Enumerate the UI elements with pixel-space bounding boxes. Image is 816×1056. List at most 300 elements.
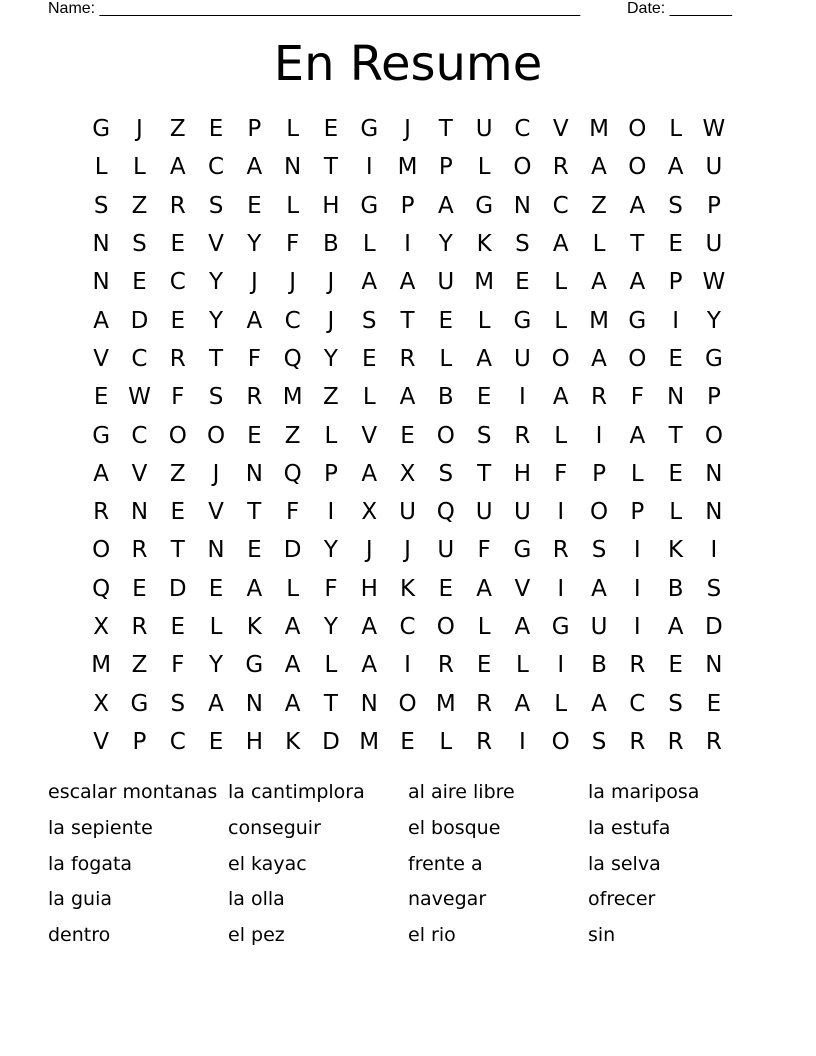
grid-letter: R bbox=[131, 614, 148, 640]
grid-letter: E bbox=[170, 307, 186, 334]
grid-letter: L bbox=[286, 575, 300, 602]
grid-letter: R bbox=[552, 154, 569, 181]
grid-letter: L bbox=[286, 116, 300, 143]
grid-letter: S bbox=[208, 384, 224, 411]
word-bank-item: sin bbox=[588, 924, 616, 947]
grid-letter: U bbox=[475, 116, 493, 143]
grid-letter: G bbox=[360, 192, 379, 219]
grid-letter: G bbox=[130, 690, 149, 717]
grid-letter: Y bbox=[706, 307, 721, 334]
letter-grid bbox=[82, 110, 733, 761]
grid-letter: K bbox=[476, 231, 492, 258]
grid-letter: V bbox=[93, 345, 110, 372]
grid-letter: T bbox=[477, 460, 492, 487]
grid-letter: E bbox=[361, 345, 377, 372]
grid-letter: C bbox=[131, 345, 148, 372]
grid-letter: T bbox=[630, 231, 645, 258]
grid-letter: I bbox=[327, 499, 335, 526]
grid-letter: G bbox=[92, 116, 111, 143]
grid-letter: Z bbox=[169, 460, 186, 487]
grid-letter: O bbox=[628, 116, 647, 143]
grid-letter: O bbox=[704, 422, 723, 449]
grid-letter: L bbox=[477, 154, 491, 181]
grid-letter: Q bbox=[283, 460, 302, 487]
grid-letter: A bbox=[591, 269, 607, 296]
grid-letter: I bbox=[633, 575, 641, 602]
grid-letter: I bbox=[365, 154, 373, 181]
grid-letter: E bbox=[170, 231, 186, 258]
grid-letter: S bbox=[476, 422, 492, 449]
grid-letter: E bbox=[208, 728, 224, 755]
grid-letter: U bbox=[513, 345, 531, 372]
grid-letter: P bbox=[668, 269, 683, 296]
grid-letter: V bbox=[208, 499, 224, 526]
grid-letter: R bbox=[476, 728, 493, 755]
grid-letter: I bbox=[595, 422, 603, 449]
grid-letter: J bbox=[327, 307, 335, 334]
grid-letter: N bbox=[92, 231, 110, 258]
grid-letter: S bbox=[591, 537, 607, 564]
grid-letter: P bbox=[247, 116, 262, 143]
grid-letter: S bbox=[515, 231, 530, 258]
grid-letter: O bbox=[628, 154, 647, 181]
grid-letter: C bbox=[284, 307, 301, 334]
grid-letter: O bbox=[551, 728, 570, 755]
grid-letter: E bbox=[93, 384, 109, 411]
grid-letter: X bbox=[93, 690, 110, 717]
grid-letter: C bbox=[514, 116, 531, 143]
grid-letter: S bbox=[93, 192, 109, 219]
grid-letter: X bbox=[93, 614, 110, 640]
grid-letter: N bbox=[360, 690, 378, 717]
word-bank-item: conseguir bbox=[228, 816, 321, 839]
grid-letter: S bbox=[668, 690, 683, 717]
grid-letter: D bbox=[283, 537, 302, 564]
grid-letter: Y bbox=[323, 614, 338, 640]
grid-letter: M bbox=[474, 269, 495, 296]
grid-letter: F bbox=[554, 460, 568, 487]
grid-letter: A bbox=[514, 690, 531, 717]
grid-letter: O bbox=[168, 422, 187, 449]
grid-letter: O bbox=[589, 499, 609, 526]
grid-letter: E bbox=[170, 499, 186, 526]
grid-letter: F bbox=[171, 652, 185, 679]
grid-letter: K bbox=[246, 614, 262, 640]
grid-letter: R bbox=[169, 345, 186, 372]
grid-letter: L bbox=[554, 307, 568, 334]
grid-letter: J bbox=[136, 116, 143, 143]
grid-letter: E bbox=[400, 422, 415, 449]
grid-letter: G bbox=[704, 345, 723, 372]
grid-letter: I bbox=[672, 307, 679, 334]
word-bank-item: la cantimplora bbox=[228, 781, 365, 803]
grid-letter: E bbox=[247, 537, 262, 564]
grid-letter: I bbox=[633, 537, 641, 564]
grid-letter: S bbox=[132, 231, 147, 258]
grid-letter: A bbox=[284, 652, 301, 679]
grid-letter: T bbox=[209, 345, 224, 372]
grid-letter: I bbox=[633, 614, 641, 640]
word-bank-item: la selva bbox=[588, 852, 661, 875]
grid-letter: W bbox=[702, 116, 726, 143]
grid-letter: E bbox=[668, 345, 683, 372]
grid-letter: A bbox=[437, 192, 454, 219]
grid-letter: R bbox=[246, 384, 263, 411]
grid-letter: I bbox=[557, 652, 565, 679]
grid-letter: G bbox=[628, 307, 647, 334]
grid-letter: H bbox=[513, 460, 532, 487]
grid-letter: O bbox=[92, 537, 111, 564]
grid-letter: L bbox=[439, 728, 453, 755]
grid-letter: V bbox=[552, 116, 569, 143]
grid-letter: Y bbox=[323, 345, 338, 372]
grid-letter: A bbox=[246, 575, 263, 602]
grid-letter: P bbox=[630, 499, 645, 526]
grid-letter: D bbox=[130, 307, 149, 334]
grid-letter: L bbox=[477, 614, 491, 640]
grid-letter: P bbox=[706, 192, 721, 219]
grid-letter: X bbox=[399, 460, 416, 487]
grid-letter: E bbox=[668, 652, 683, 679]
word-bank-item: la fogata bbox=[48, 852, 133, 875]
grid-letter: I bbox=[519, 384, 526, 411]
date-field-line: Date: _______ bbox=[627, 0, 732, 17]
grid-letter: R bbox=[169, 192, 186, 219]
grid-letter: L bbox=[630, 460, 644, 487]
grid-letter: R bbox=[131, 537, 148, 564]
grid-letter: E bbox=[515, 269, 530, 296]
grid-letter: N bbox=[705, 460, 723, 487]
grid-letter: C bbox=[208, 154, 225, 181]
grid-letter: U bbox=[399, 499, 416, 526]
grid-letter: U bbox=[437, 269, 455, 296]
grid-letter: A bbox=[629, 269, 646, 296]
grid-letter: J bbox=[289, 269, 297, 296]
grid-letter: F bbox=[630, 384, 644, 411]
grid-letter: R bbox=[705, 728, 722, 755]
grid-letter: N bbox=[92, 269, 110, 296]
grid-letter: R bbox=[93, 499, 110, 526]
grid-letter: R bbox=[667, 728, 684, 755]
grid-letter: G bbox=[513, 537, 532, 564]
grid-letter: V bbox=[514, 575, 531, 602]
grid-letter: U bbox=[437, 537, 455, 564]
grid-letter: A bbox=[476, 345, 492, 372]
grid-letter: Q bbox=[283, 345, 302, 372]
word-bank-item: frente a bbox=[408, 852, 483, 875]
word-bank bbox=[48, 778, 768, 957]
grid-letter: C bbox=[399, 614, 416, 640]
word-bank-item: el rio bbox=[408, 924, 456, 947]
grid-letter: N bbox=[666, 384, 685, 411]
grid-letter: I bbox=[557, 499, 565, 526]
grid-letter: F bbox=[324, 575, 338, 602]
grid-letter: L bbox=[362, 231, 376, 258]
grid-letter: E bbox=[438, 307, 454, 334]
grid-letter: G bbox=[475, 192, 494, 219]
grid-letter: N bbox=[130, 499, 149, 526]
word-bank-item: la estufa bbox=[588, 816, 671, 839]
grid-letter: L bbox=[133, 154, 146, 181]
grid-letter: V bbox=[131, 460, 148, 487]
grid-letter: E bbox=[438, 575, 454, 602]
grid-letter: P bbox=[323, 460, 338, 487]
grid-letter: F bbox=[247, 345, 261, 372]
grid-letter: V bbox=[361, 422, 378, 449]
grid-letter: I bbox=[404, 652, 411, 679]
grid-letter: N bbox=[245, 690, 263, 717]
grid-letter: J bbox=[250, 269, 258, 296]
grid-letter: Y bbox=[438, 231, 453, 258]
grid-letter: T bbox=[170, 537, 185, 564]
word-bank-item: la guia bbox=[48, 888, 112, 911]
grid-letter: A bbox=[399, 269, 416, 296]
word-bank-item: dentro bbox=[48, 924, 111, 947]
grid-letter: Y bbox=[209, 269, 224, 296]
grid-letter: F bbox=[171, 384, 185, 411]
grid-letter: M bbox=[435, 690, 456, 717]
grid-letter: E bbox=[132, 575, 147, 602]
grid-letter: A bbox=[667, 614, 684, 640]
grid-letter: A bbox=[552, 384, 569, 411]
grid-letter: E bbox=[668, 460, 683, 487]
grid-letter: A bbox=[246, 307, 263, 334]
grid-letter: L bbox=[516, 652, 529, 679]
grid-letter: P bbox=[438, 154, 453, 181]
grid-letter: P bbox=[400, 192, 415, 219]
grid-letter: B bbox=[323, 231, 339, 258]
grid-letter: A bbox=[208, 690, 224, 717]
grid-letter: A bbox=[591, 345, 607, 372]
page-title: En Resume bbox=[273, 36, 543, 92]
grid-letter: T bbox=[323, 690, 338, 717]
grid-letter: A bbox=[667, 154, 684, 181]
grid-letter: E bbox=[170, 614, 186, 640]
grid-letter: K bbox=[285, 728, 301, 755]
grid-letter: A bbox=[629, 422, 646, 449]
grid-letter: N bbox=[284, 154, 302, 181]
grid-letter: P bbox=[592, 460, 606, 487]
grid-letter: F bbox=[286, 231, 300, 258]
grid-letter: S bbox=[208, 192, 224, 219]
grid-letter: S bbox=[668, 192, 683, 219]
word-bank-item: la mariposa bbox=[588, 781, 700, 803]
grid-letter: E bbox=[247, 422, 262, 449]
grid-letter: A bbox=[284, 690, 301, 717]
grid-letter: R bbox=[591, 384, 607, 411]
grid-letter: A bbox=[361, 652, 378, 679]
grid-letter: T bbox=[323, 154, 338, 181]
grid-letter: P bbox=[706, 384, 721, 411]
grid-letter: D bbox=[168, 575, 187, 602]
grid-letter: N bbox=[705, 499, 723, 526]
grid-letter: Y bbox=[323, 537, 338, 564]
name-field-line: Name: ______________________________________________________ bbox=[48, 0, 581, 17]
grid-letter: U bbox=[590, 614, 608, 640]
grid-letter: L bbox=[324, 422, 338, 449]
grid-letter: R bbox=[399, 345, 416, 372]
grid-letter: R bbox=[629, 728, 646, 755]
grid-letter: N bbox=[207, 537, 225, 564]
grid-letter: E bbox=[132, 269, 147, 296]
grid-letter: L bbox=[669, 499, 683, 526]
grid-letter: I bbox=[557, 575, 565, 602]
grid-letter: P bbox=[132, 728, 147, 755]
grid-letter: E bbox=[323, 116, 339, 143]
grid-letter: Y bbox=[209, 307, 224, 334]
grid-letter: L bbox=[592, 231, 606, 258]
grid-letter: A bbox=[591, 690, 607, 717]
grid-letter: U bbox=[705, 154, 723, 181]
grid-letter: B bbox=[437, 384, 454, 411]
grid-letter: C bbox=[169, 269, 186, 296]
grid-letter: O bbox=[436, 422, 455, 449]
grid-letter: A bbox=[361, 614, 378, 640]
grid-letter: Q bbox=[92, 575, 111, 602]
grid-letter: Q bbox=[436, 499, 455, 526]
grid-letter: R bbox=[437, 652, 454, 679]
grid-letter: H bbox=[245, 728, 263, 755]
grid-letter: C bbox=[552, 192, 569, 219]
grid-letter: W bbox=[702, 269, 726, 296]
grid-letter: S bbox=[438, 460, 454, 487]
grid-letter: J bbox=[327, 269, 335, 296]
grid-letter: N bbox=[245, 460, 263, 487]
grid-letter: A bbox=[476, 575, 492, 602]
grid-letter: O bbox=[551, 345, 570, 372]
grid-letter: Z bbox=[284, 422, 301, 449]
grid-letter: L bbox=[286, 192, 300, 219]
grid-letter: S bbox=[591, 728, 607, 755]
grid-letter: A bbox=[284, 614, 301, 640]
grid-letter: M bbox=[589, 116, 609, 143]
grid-letter: U bbox=[475, 499, 493, 526]
grid-letter: L bbox=[669, 116, 683, 143]
grid-letter: K bbox=[668, 537, 684, 564]
grid-letter: D bbox=[705, 614, 723, 640]
grid-letter: N bbox=[705, 652, 723, 679]
grid-letter: Z bbox=[131, 192, 148, 219]
grid-letter: L bbox=[439, 345, 453, 372]
word-bank-item: el pez bbox=[228, 924, 285, 947]
grid-letter: S bbox=[170, 690, 186, 717]
grid-letter: O bbox=[436, 614, 455, 640]
grid-letter: V bbox=[93, 728, 110, 755]
grid-letter: K bbox=[399, 575, 416, 602]
grid-letter: Z bbox=[591, 192, 607, 219]
grid-letter: A bbox=[591, 154, 607, 181]
grid-letter: B bbox=[591, 652, 607, 679]
grid-letter: V bbox=[208, 231, 224, 258]
word-bank-item: al aire libre bbox=[408, 781, 515, 803]
grid-letter: E bbox=[706, 690, 722, 717]
grid-letter: E bbox=[668, 231, 683, 258]
grid-letter: R bbox=[629, 652, 646, 679]
grid-letter: Y bbox=[247, 231, 262, 258]
grid-letter: Z bbox=[169, 116, 186, 143]
grid-letter: L bbox=[362, 384, 376, 411]
grid-letter: M bbox=[397, 154, 418, 181]
word-bank-item: la sepiente bbox=[48, 816, 153, 839]
grid-letter: C bbox=[131, 422, 148, 449]
grid-letter: N bbox=[513, 192, 532, 219]
grid-letter: A bbox=[93, 460, 110, 487]
grid-letter: G bbox=[513, 307, 532, 334]
grid-letter: E bbox=[400, 728, 415, 755]
grid-letter: M bbox=[589, 307, 609, 334]
grid-letter: R bbox=[552, 537, 569, 564]
word-bank-item: el kayac bbox=[228, 852, 307, 875]
grid-letter: L bbox=[209, 614, 223, 640]
grid-letter: T bbox=[247, 499, 262, 526]
grid-letter: M bbox=[359, 728, 380, 755]
grid-letter: F bbox=[286, 499, 300, 526]
grid-letter: R bbox=[514, 422, 531, 449]
grid-letter: M bbox=[91, 652, 112, 679]
grid-letter: L bbox=[554, 690, 568, 717]
grid-letter: E bbox=[476, 652, 492, 679]
grid-letter: M bbox=[282, 384, 303, 411]
grid-letter: I bbox=[519, 728, 526, 755]
word-bank-item: escalar montanas bbox=[48, 781, 218, 803]
grid-letter: Z bbox=[131, 652, 148, 679]
grid-letter: I bbox=[710, 537, 718, 564]
grid-letter: A bbox=[169, 154, 186, 181]
grid-letter: O bbox=[628, 345, 647, 372]
grid-letter: C bbox=[629, 690, 646, 717]
grid-letter: A bbox=[514, 614, 531, 640]
word-bank-item: navegar bbox=[408, 888, 487, 911]
grid-letter: J bbox=[404, 116, 411, 143]
grid-letter: T bbox=[400, 307, 415, 334]
grid-letter: A bbox=[93, 307, 110, 334]
grid-letter: O bbox=[206, 422, 226, 449]
grid-letter: J bbox=[404, 537, 411, 564]
grid-letter: G bbox=[551, 614, 570, 640]
grid-letter: L bbox=[554, 269, 568, 296]
grid-letter: A bbox=[361, 269, 378, 296]
grid-letter: E bbox=[208, 575, 224, 602]
grid-letter: R bbox=[476, 690, 493, 717]
grid-letter: G bbox=[92, 422, 111, 449]
grid-letter: L bbox=[554, 422, 568, 449]
grid-letter: O bbox=[398, 690, 417, 717]
grid-letter: S bbox=[706, 575, 722, 602]
grid-letter: W bbox=[128, 384, 151, 411]
grid-letter: D bbox=[322, 728, 340, 755]
grid-letter: T bbox=[668, 422, 683, 449]
grid-letter: H bbox=[360, 575, 378, 602]
grid-letter: Y bbox=[209, 652, 224, 679]
grid-letter: J bbox=[212, 460, 220, 487]
grid-letter: B bbox=[667, 575, 684, 602]
grid-letter: A bbox=[399, 384, 416, 411]
grid-letter: L bbox=[94, 154, 108, 181]
grid-letter: L bbox=[477, 307, 491, 334]
word-bank-item: ofrecer bbox=[588, 888, 656, 911]
grid-letter: O bbox=[513, 154, 532, 181]
grid-letter: A bbox=[591, 575, 607, 602]
grid-letter: J bbox=[365, 537, 373, 564]
grid-letter: U bbox=[705, 231, 723, 258]
grid-letter: U bbox=[513, 499, 531, 526]
grid-letter: G bbox=[360, 116, 379, 143]
grid-letter: E bbox=[247, 192, 262, 219]
grid-letter: I bbox=[404, 231, 411, 258]
grid-letter: A bbox=[629, 192, 646, 219]
grid-letter: T bbox=[438, 116, 453, 143]
grid-letter: E bbox=[476, 384, 492, 411]
